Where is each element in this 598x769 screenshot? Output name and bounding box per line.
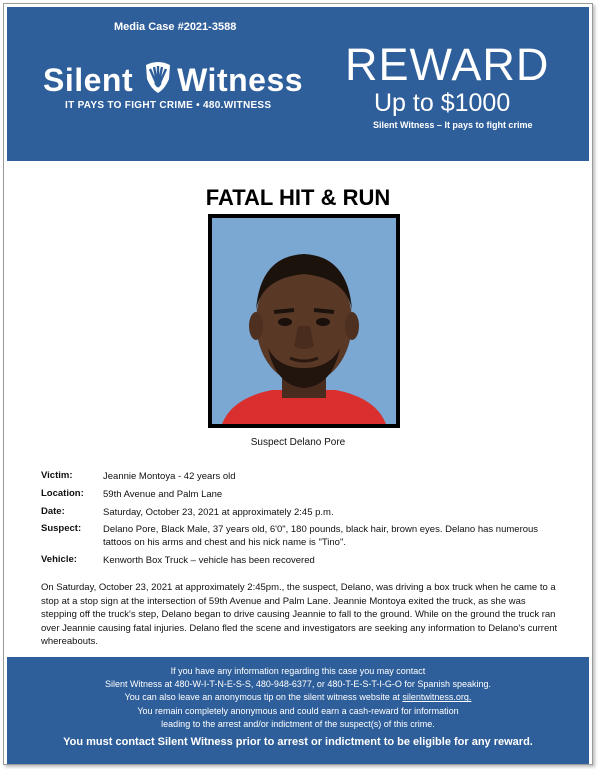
case-narrative: On Saturday, October 23, 2021 at approximately 2:45pm., the suspect, Delano, was driving a box truck when he came to a stop at a stop sign at the intersection of 59th Avenue and Palm Lane. Jeannie Montoya exited the truck, as she was stepping off the truck's step, Delano began to drive causing Jeannie to fall to the ground. While on the ground the truck ran over Jeannie causing fatal injuries. Delano fled the scene and investigators are seeking any information to Delano's current whereabouts. — [41, 582, 558, 648]
suspect-photo — [208, 214, 400, 428]
footer-line: If you have any information regarding this case you may contact — [170, 666, 426, 676]
detail-value: Delano Pore, Black Male, 37 years old, 6'0", 180 pounds, black hair, brown eyes. Delano has numerous tattoos on his arms and chest and his nick name is "Tino". — [103, 524, 539, 548]
footer-line: leading to the arrest and/or indictment of the suspect(s) of this crime. — [161, 718, 435, 729]
reward-amount: Up to $1000 — [374, 89, 511, 117]
photo-caption: Suspect Delano Pore — [250, 437, 346, 448]
shield-logo-icon — [138, 57, 178, 97]
detail-label: Suspect: — [41, 523, 82, 534]
detail-label: Location: — [41, 488, 84, 499]
logo-word-witness: Witness — [177, 62, 304, 98]
website-link[interactable]: silentwitness.org. — [402, 692, 472, 703]
reward-heading: REWARD — [345, 39, 550, 90]
detail-value: Kenworth Box Truck – vehicle has been recovered — [103, 555, 315, 566]
footer-banner — [7, 657, 589, 764]
suspect-portrait-image — [212, 218, 396, 424]
detail-label: Date: — [41, 506, 65, 517]
detail-value: Saturday, October 23, 2021 at approximately 2:45 p.m. — [103, 507, 334, 518]
footer-line: You can also leave an anonymous tip on the silent witness website at silentwitness.org. — [124, 692, 472, 703]
header-banner — [7, 7, 589, 161]
detail-value: Jeannie Montoya - 42 years old — [103, 471, 236, 482]
logo-word-silent: Silent — [43, 62, 134, 98]
page-title: FATAL HIT & RUN — [205, 185, 391, 210]
tagline: IT PAYS TO FIGHT CRIME • 480.WITNESS — [65, 100, 272, 111]
case-number: Media Case #2021-3588 — [114, 21, 237, 33]
reward-subtitle: Silent Witness – It pays to fight crime — [373, 120, 533, 130]
detail-label: Victim: — [41, 470, 73, 481]
detail-value: 59th Avenue and Palm Lane — [103, 489, 223, 500]
footer-line: You remain completely anonymous and could earn a cash-reward for information — [137, 705, 459, 716]
detail-label: Vehicle: — [41, 554, 77, 565]
footer-line: Silent Witness at 480-W-I-T-N-E-S-S, 480-948-6377, or 480-T-E-S-T-I-G-O for Spanish speaking. — [105, 679, 491, 690]
flyer — [3, 3, 593, 765]
footer-contact-text — [7, 665, 589, 731]
eligibility-notice: You must contact Silent Witness prior to arrest or indictment to be eligible for any reward. — [63, 736, 533, 748]
